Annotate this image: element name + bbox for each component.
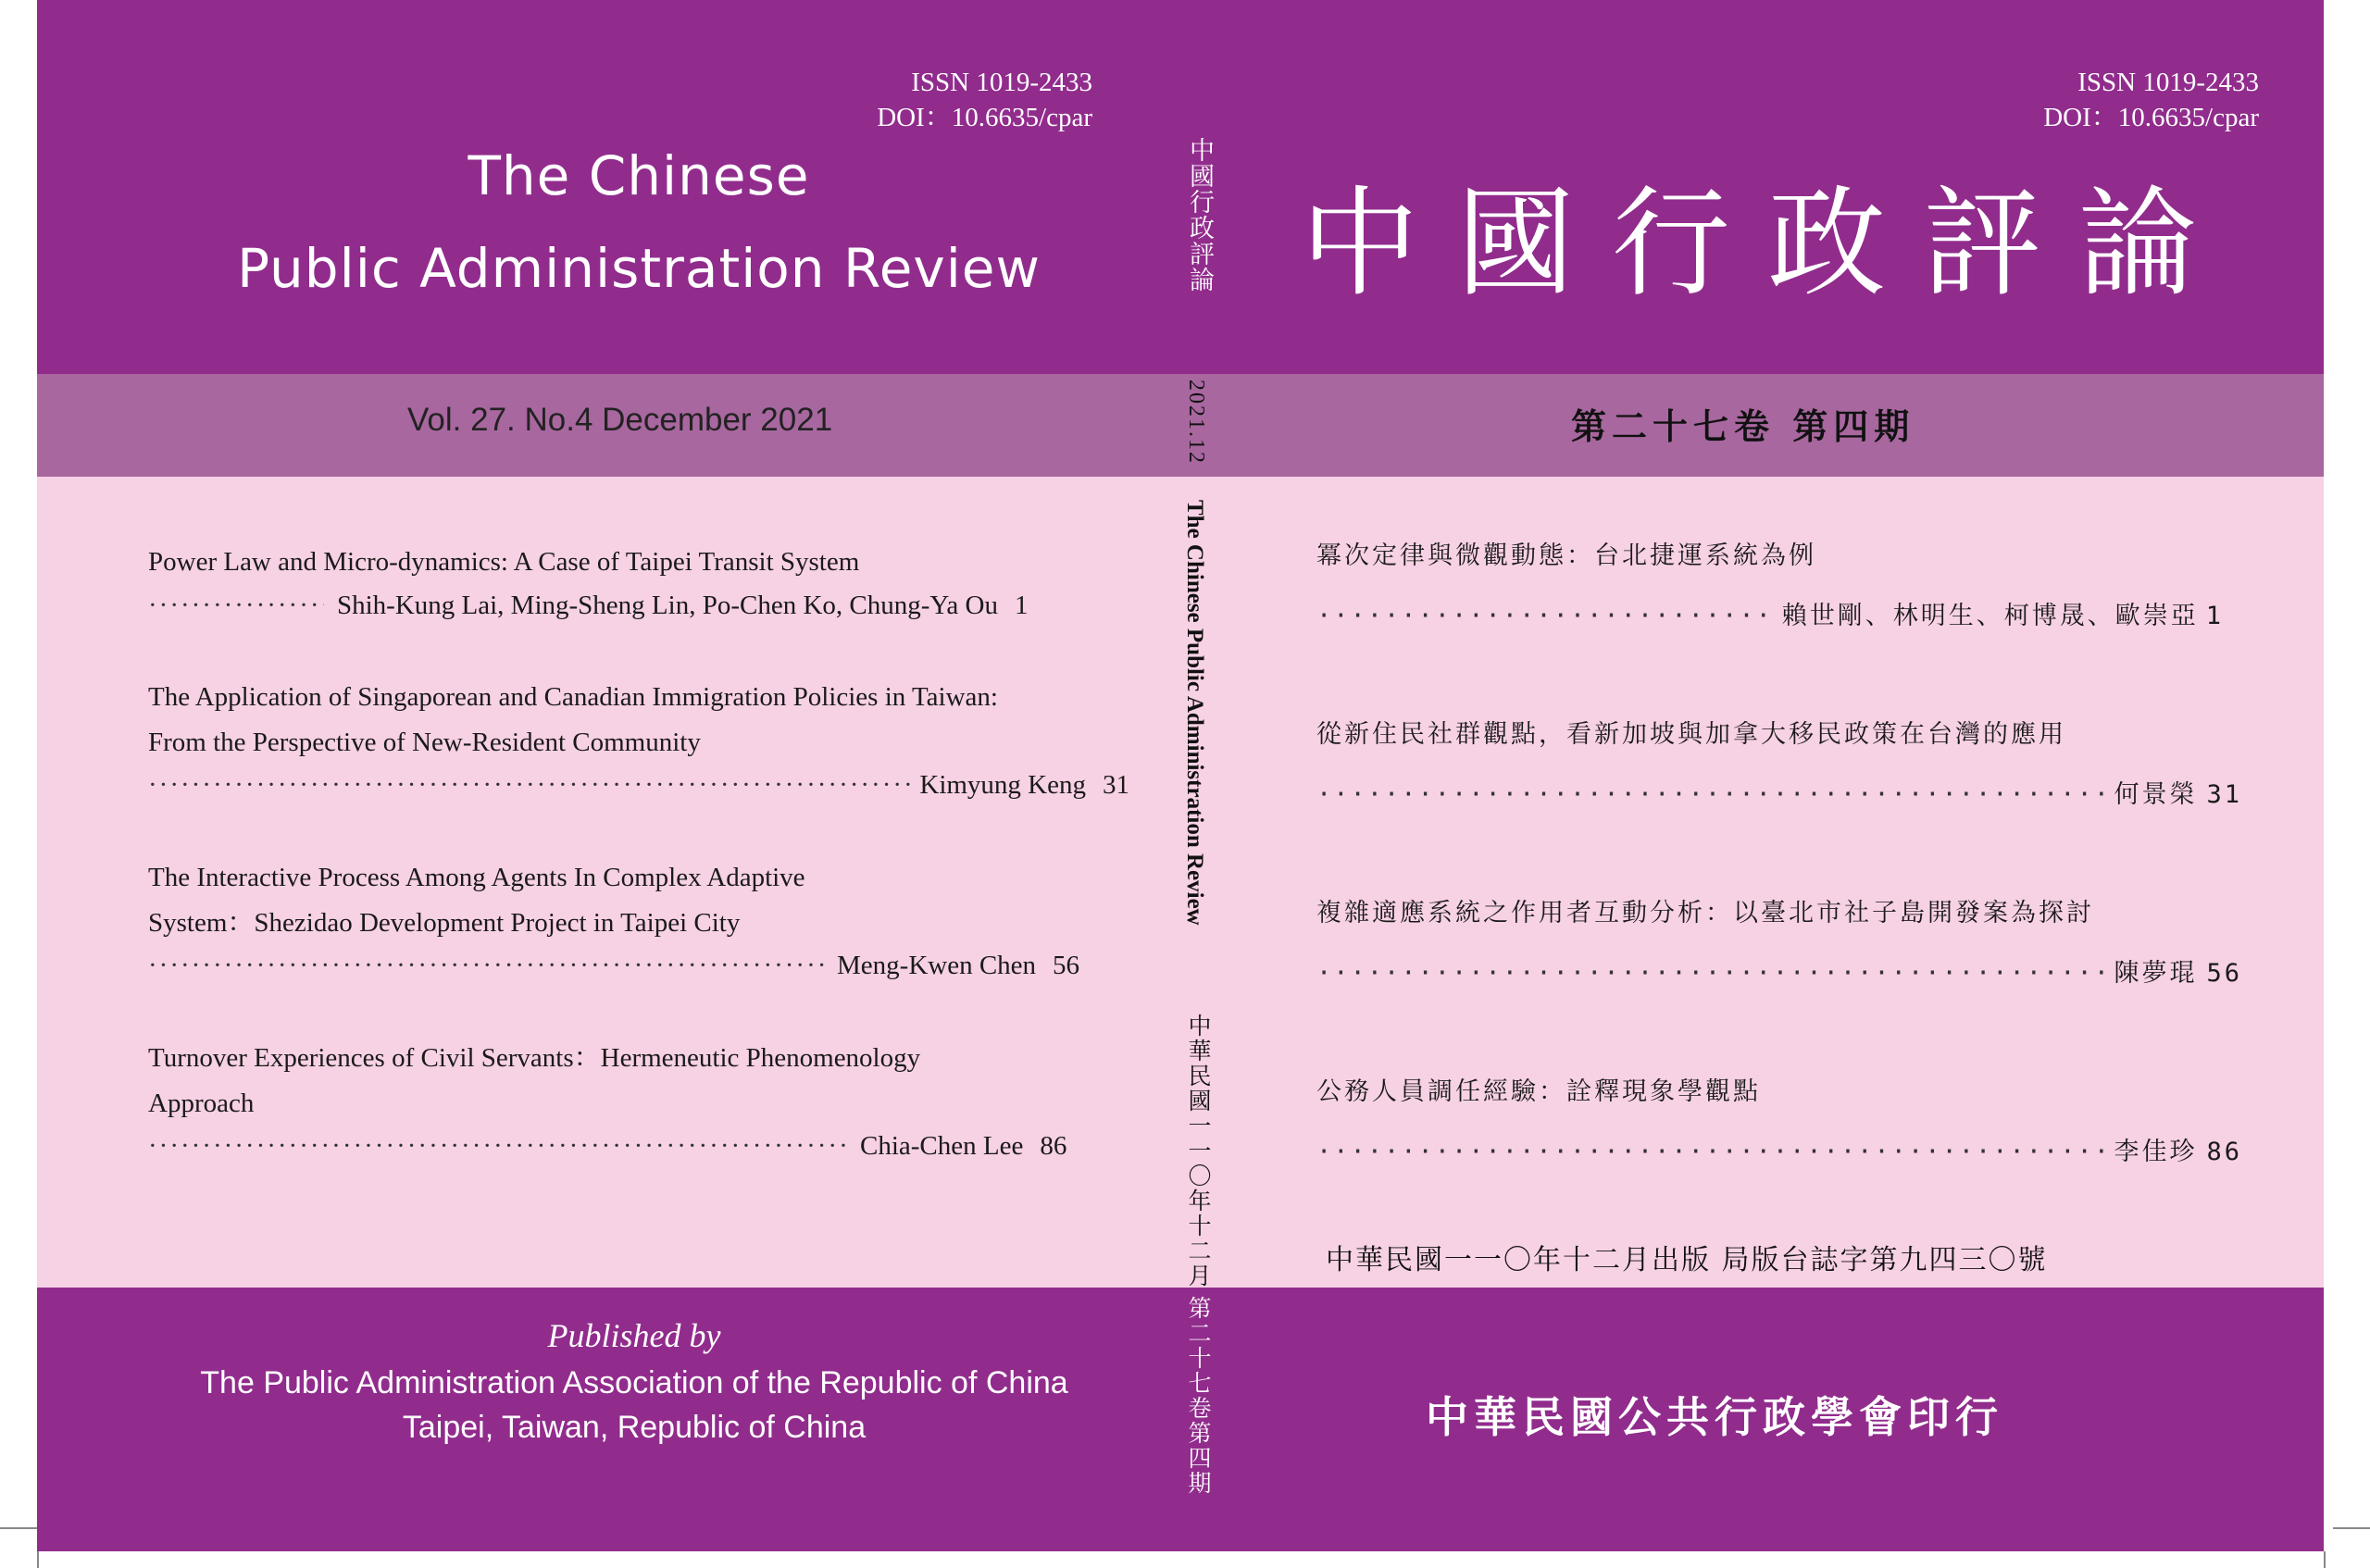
spine-date-zh: 中華民國一一〇年十二月 [1185,1014,1212,1288]
publisher-en-place: Taipei, Taiwan, Republic of China [402,1410,867,1445]
toc-en-page: 31 [1103,770,1129,800]
issn-block-back [685,65,1092,135]
toc-zh-page: 31 [2206,780,2242,809]
publication-line-zh: 中華民國一一〇年十二月出版 局版台誌字第九四三〇號 [1326,1244,2048,1276]
english-title [37,130,1241,315]
publisher-zh: 中華民國公共行政學會印行 [1426,1392,2003,1442]
crop-mark [2333,1527,2370,1529]
chinese-title: 中國行政評論 [1301,175,2235,313]
leader-dots [148,951,824,981]
crop-mark [2324,1551,2326,1568]
crop-mark [0,1527,37,1529]
toc-zh-authors: 李佳珍 [2114,1138,2198,1166]
leader-dots [148,770,912,801]
toc-en-item-4-title [148,1036,1129,1126]
toc-en-authors: Chia-Chen Lee [860,1131,1024,1161]
spine-volume-zh: 第二十七卷第四期 [1185,1296,1212,1496]
volume-band [37,374,2324,477]
toc-en-item-2-byline [148,770,1129,801]
toc-zh-item-2-title: 從新住民社群觀點，看新加坡與加拿大移民政策在台灣的應用 [1316,720,2066,749]
toc-en-line: Power Law and Micro-dynamics: A Case of Taipei Transit System [148,547,860,577]
toc-en-line: The Application of Singaporean and Canadian Immigration Policies in Taiwan: [148,682,998,712]
toc-zh-page: 56 [2206,959,2242,988]
toc-en-line: From the Perspective of New-Resident Community [148,728,701,757]
english-title-line1: The Chinese [468,144,810,207]
toc-zh-authors: 何景榮 [2114,780,2198,809]
spine-date: 2021.12 [1184,380,1208,465]
crop-mark [37,1551,39,1568]
doi-text: DOI：10.6635/cpar [2043,103,2259,132]
journal-cover [37,0,2324,1551]
toc-zh-item-4-byline [1316,1131,2242,1167]
toc-zh-item-3-byline [1316,952,2242,989]
toc-zh-item-3-title: 複雜適應系統之作用者互動分析：以臺北市社子島開發案為探討 [1316,899,2094,927]
toc-en-line: System：Shezidao Development Project in Taipei City [148,908,741,938]
toc-zh-item-1-byline [1316,595,2242,631]
toc-en-page: 1 [1015,591,1029,620]
leader-dots [1316,1138,2104,1166]
toc-en-line: Turnover Experiences of Civil Servants：Hermeneutic Phenomenology [148,1043,921,1073]
issn-block-front [1852,65,2259,135]
toc-en-line: Approach [148,1089,255,1118]
volume-zh: 第二十七卷 第四期 [1571,405,1915,447]
publisher-en [37,1361,1231,1450]
leader-dots [1316,959,2104,988]
volume-en: Vol. 27. No.4 December 2021 [407,402,833,438]
toc-zh-authors: 賴世剛、林明生、柯博晟、歐崇亞 [1781,602,2199,630]
toc-zh-item-2-byline [1316,774,2242,810]
spine-title-zh: 中國行政評論 [1185,137,1214,292]
toc-en-item-3-title [148,855,1129,946]
issn-text: ISSN 1019-2433 [911,68,1092,97]
toc-en-item-3-byline [148,951,1129,981]
toc-en-line: The Interactive Process Among Agents In Complex Adaptive [148,863,805,892]
toc-zh-page: 86 [2206,1138,2242,1166]
toc-en-item-4-byline [148,1131,1129,1162]
issn-text: ISSN 1019-2433 [2077,68,2259,97]
leader-dots [148,591,324,621]
toc-en-authors: Meng-Kwen Chen [837,951,1037,980]
toc-zh-item-4-title: 公務人員調任經驗：詮釋現象學觀點 [1316,1077,1761,1106]
toc-en-page: 86 [1040,1131,1067,1161]
leader-dots [1316,602,1773,630]
spine-title-en: The Chinese Public Administration Review [1182,500,1207,926]
publisher-en-name: The Public Administration Association of the Republic of China [200,1365,1068,1400]
published-by-label: Published by [547,1317,721,1354]
leader-dots [1316,780,2104,809]
toc-zh-item-1-title: 冪次定律與微觀動態：台北捷運系統為例 [1316,541,1816,570]
english-title-line2: Public Administration Review [237,237,1041,300]
leader-dots [148,1131,847,1162]
toc-en-item-1-byline [148,591,1129,621]
toc-zh-page: 1 [2205,602,2224,630]
toc-en-authors: Kimyung Keng [919,770,1086,800]
toc-en-item-2-title [148,675,1129,765]
toc-en-item-1-title [148,540,1129,585]
toc-en-authors: Shih-Kung Lai, Ming-Sheng Lin, Po-Chen Ko, Chung-Ya Ou [337,591,998,620]
toc-zh-authors: 陳夢琨 [2114,959,2198,988]
doi-text: DOI：10.6635/cpar [877,103,1092,132]
toc-en-page: 56 [1053,951,1080,980]
